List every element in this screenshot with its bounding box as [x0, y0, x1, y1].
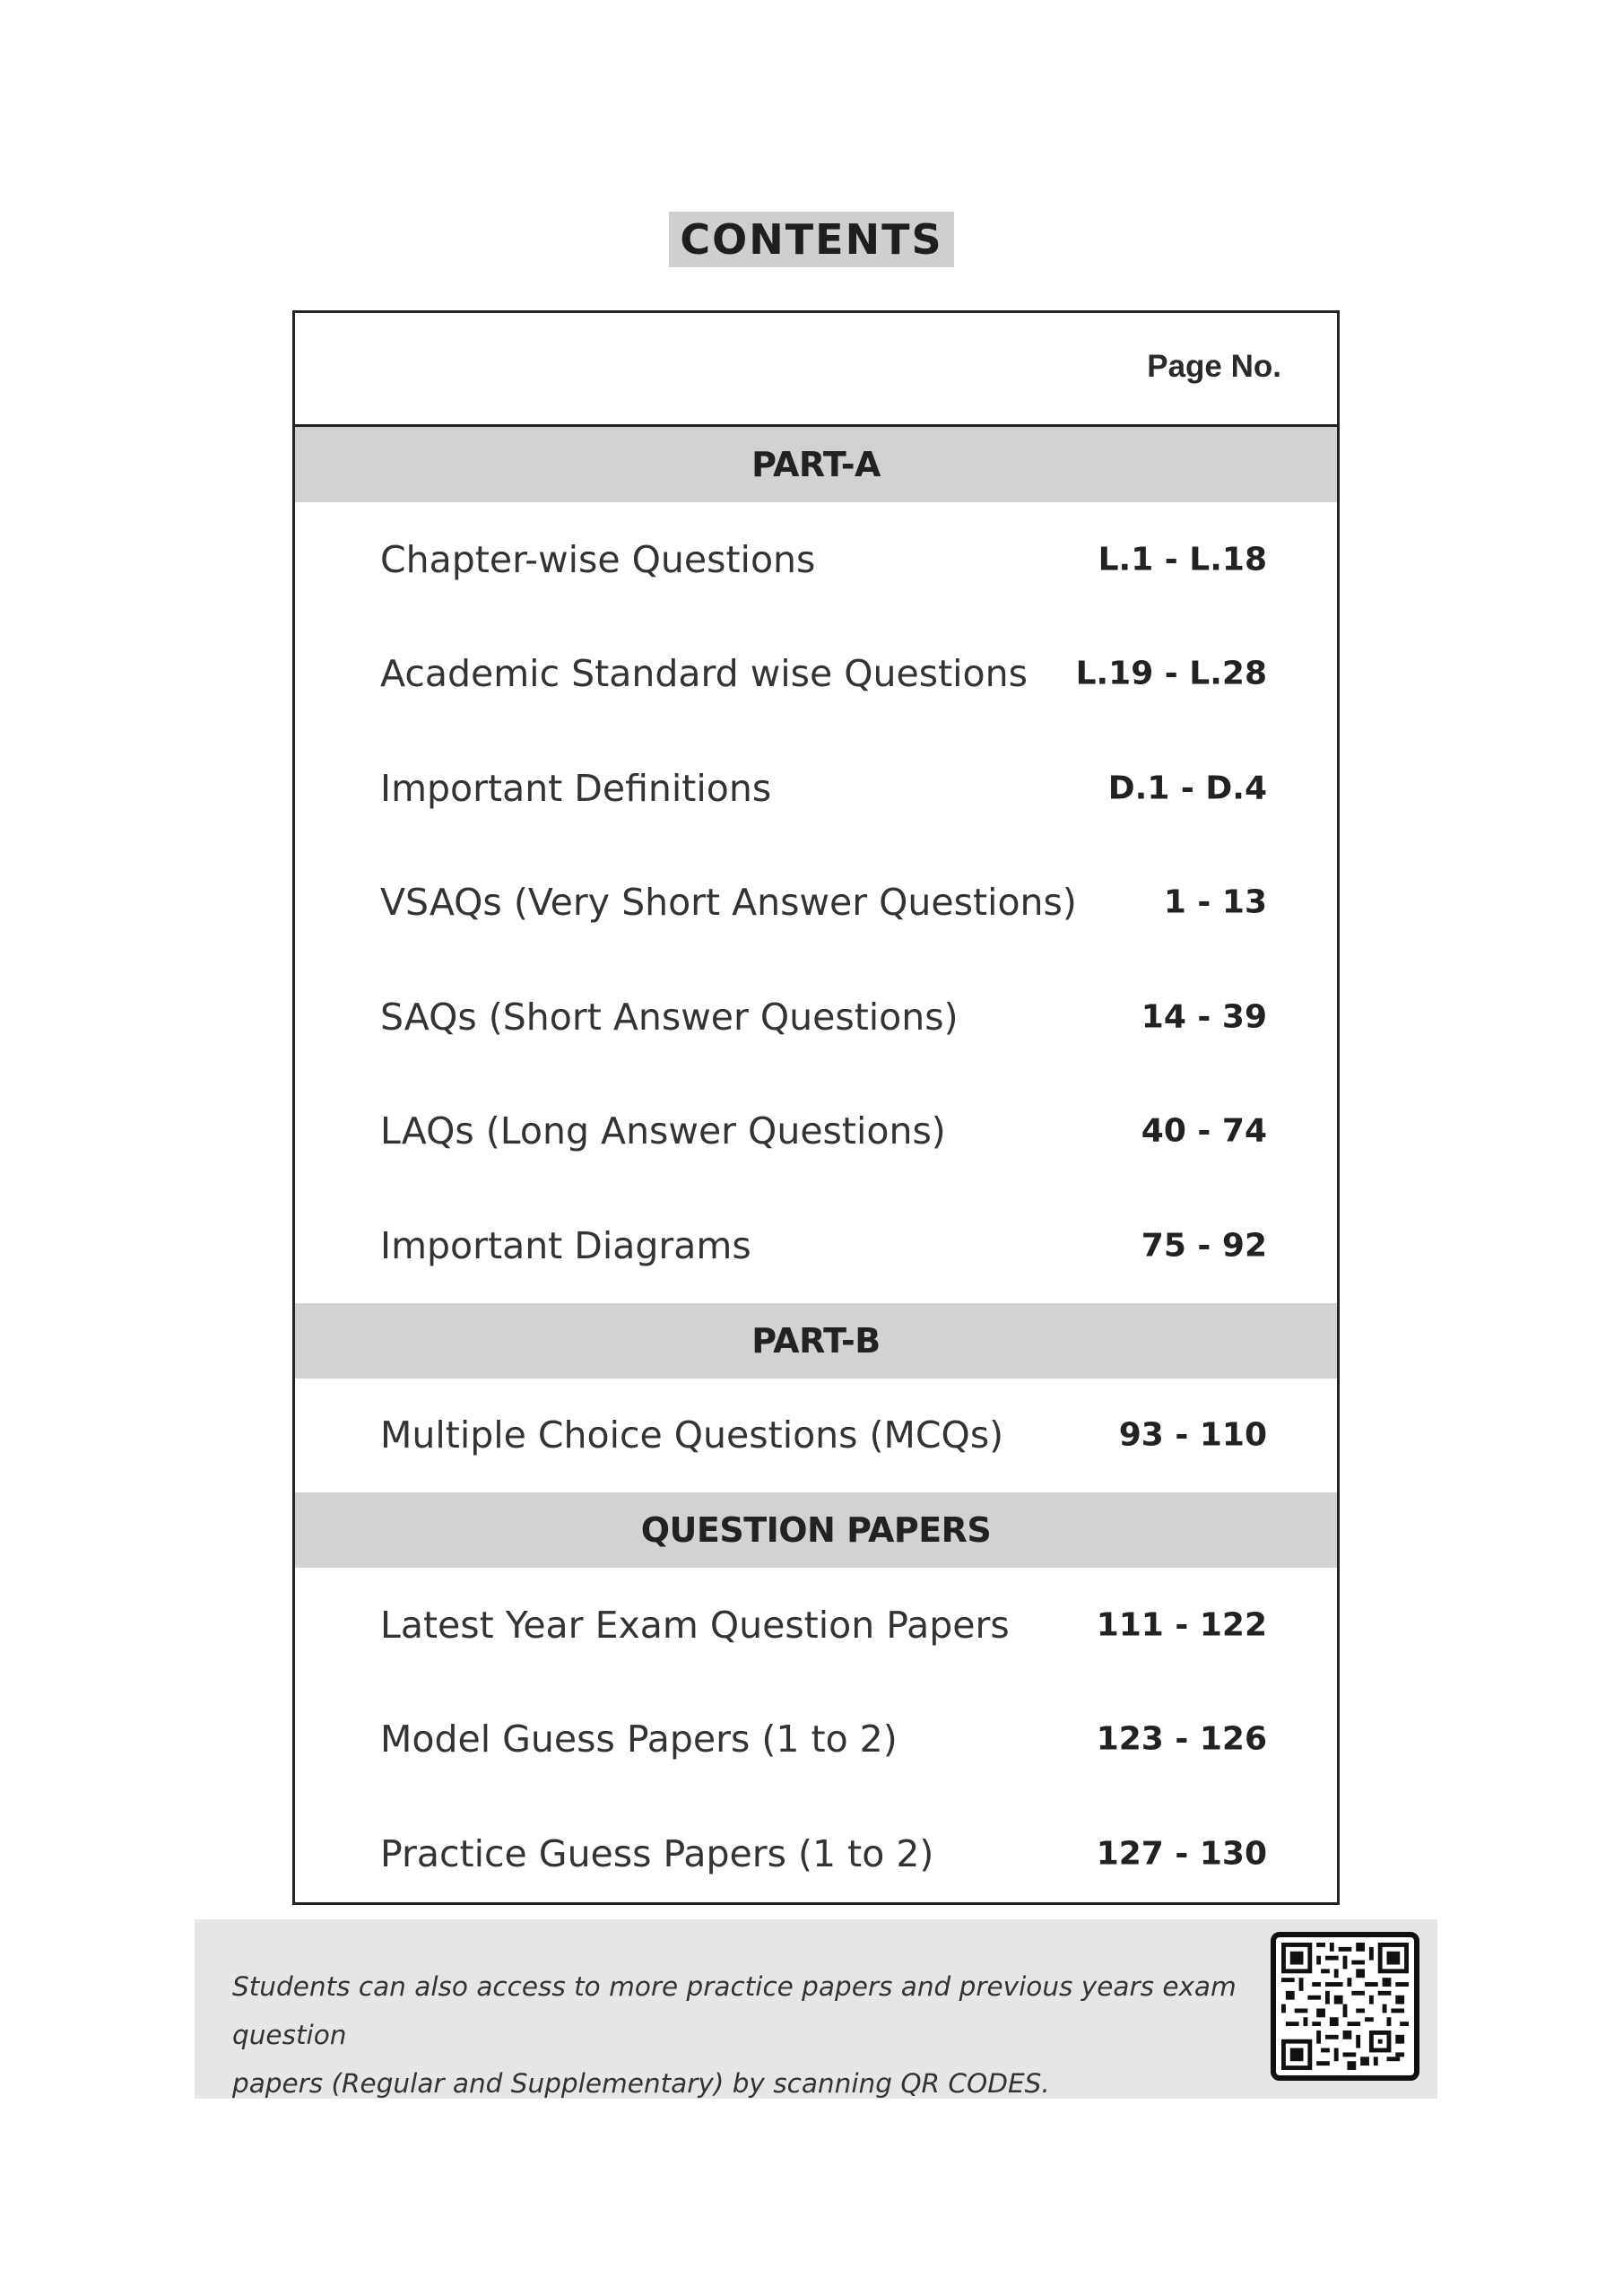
toc-row-label: Important Definitions	[380, 766, 772, 810]
toc-row-pages: 14 - 39	[1141, 998, 1267, 1036]
toc-row-label: Multiple Choice Questions (MCQs)	[380, 1413, 1004, 1457]
toc-row-label: LAQs (Long Answer Questions)	[380, 1109, 946, 1153]
toc-row-label: Academic Standard wise Questions	[380, 652, 1028, 696]
toc-row[interactable]	[295, 1188, 1337, 1303]
toc-row[interactable]	[295, 731, 1337, 846]
toc-row-label: Important Diagrams	[380, 1223, 751, 1267]
toc-row[interactable]	[295, 1074, 1337, 1189]
qr-note-line: papers (Regular and Supplementary) by scanning QR CODES.	[232, 2068, 1050, 2099]
toc-row-pages: 75 - 92	[1141, 1227, 1267, 1265]
qr-note-text	[232, 1962, 1254, 2108]
toc-row[interactable]	[295, 1568, 1337, 1683]
toc-row-label: SAQs (Short Answer Questions)	[380, 995, 959, 1039]
section-heading-question-papers: QUESTION PAPERS	[295, 1492, 1337, 1568]
toc-row-pages: 40 - 74	[1141, 1112, 1267, 1150]
title-area	[0, 212, 1623, 267]
qr-code-graphic	[1281, 1943, 1409, 2070]
toc-row-pages: 1 - 13	[1163, 883, 1267, 921]
toc-row[interactable]	[295, 846, 1337, 961]
toc-row-label: Chapter-wise Questions	[380, 537, 816, 581]
section-heading-part-a: PART-A	[295, 427, 1337, 502]
qr-code-icon[interactable]	[1271, 1932, 1419, 2081]
toc-row-pages: 93 - 110	[1118, 1416, 1267, 1454]
toc-row[interactable]	[295, 1683, 1337, 1797]
toc-row-pages: 111 - 122	[1096, 1606, 1267, 1644]
qr-note-box	[195, 1919, 1437, 2099]
page-title: CONTENTS	[669, 212, 953, 267]
toc-row-label: Latest Year Exam Question Papers	[380, 1603, 1010, 1647]
toc-row-pages: D.1 - D.4	[1107, 770, 1267, 807]
contents-header	[295, 313, 1337, 427]
toc-row-label: VSAQs (Very Short Answer Questions)	[380, 881, 1077, 925]
page-no-heading: Page No.	[1147, 349, 1281, 384]
toc-row[interactable]	[295, 960, 1337, 1074]
toc-row-pages: 123 - 126	[1096, 1720, 1267, 1758]
toc-row-label: Model Guess Papers (1 to 2)	[380, 1718, 898, 1761]
qr-note-line: Students can also access to more practice papers and previous years exam question	[232, 1971, 1237, 2050]
toc-row[interactable]	[295, 1796, 1337, 1911]
toc-row[interactable]	[295, 502, 1337, 617]
section-heading-part-b: PART-B	[295, 1303, 1337, 1378]
toc-row-pages: 127 - 130	[1096, 1835, 1267, 1873]
toc-row-pages: L.19 - L.28	[1075, 655, 1267, 692]
toc-row-label: Practice Guess Papers (1 to 2)	[380, 1831, 934, 1875]
toc-row[interactable]	[295, 1378, 1337, 1493]
toc-row[interactable]	[295, 617, 1337, 732]
contents-table	[292, 310, 1340, 1905]
toc-row-pages: L.1 - L.18	[1098, 541, 1267, 578]
